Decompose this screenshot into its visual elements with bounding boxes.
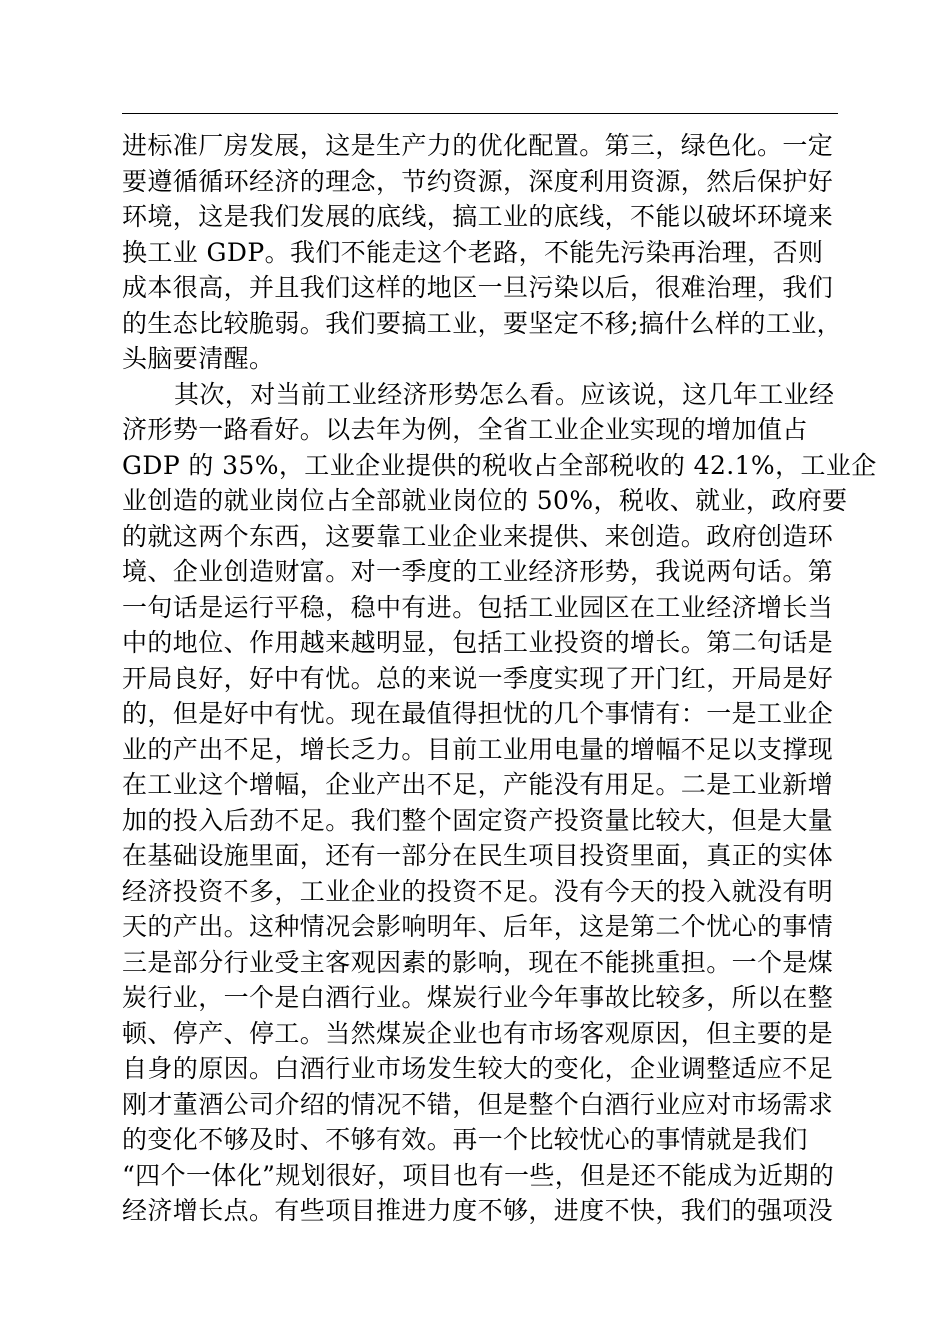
text-line: 换工业 GDP。我们不能走这个老路，不能先污染再治理，否则 xyxy=(122,237,824,267)
text-line: 济形势一路看好。以去年为例，全省工业企业实现的增加值占 xyxy=(122,415,808,444)
text-line: GDP 的 35%，工业企业提供的税收占全部税收的 42.1%，工业企 xyxy=(122,450,877,480)
body-text xyxy=(122,128,877,1229)
text-line: 天的产出。这种情况会影响明年、后年，这是第二个忧心的事情 xyxy=(122,912,834,941)
text-line: 境、企业创造财富。对一季度的工业经济形势，我说两句话。第 xyxy=(122,557,834,586)
text-line: 经济投资不多，工业企业的投资不足。没有今天的投入就没有明 xyxy=(122,876,834,906)
header-rule xyxy=(122,113,838,114)
text-line: 自身的原因。白酒行业市场发生较大的变化，企业调整适应不足 xyxy=(122,1054,834,1083)
text-line: 的变化不够及时、不够有效。再一个比较忧心的事情就是我们 xyxy=(122,1125,808,1154)
text-line: 环境，这是我们发展的底线，搞工业的底线，不能以破坏环境来 xyxy=(122,202,834,231)
text-line: 炭行业，一个是白酒行业。煤炭行业今年事故比较多，所以在整 xyxy=(122,983,834,1012)
text-line: 一句话是运行平稳，稳中有进。包括工业园区在工业经济增长当 xyxy=(122,592,834,622)
text-line: 的，但是好中有忧。现在最值得担忧的几个事情有：一是工业企 xyxy=(122,699,834,728)
text-line: 的就这两个东西，这要靠工业企业来提供、来创造。政府创造环 xyxy=(122,521,834,551)
text-line: 进标准厂房发展，这是生产力的优化配置。第三，绿色化。一定 xyxy=(122,131,834,160)
text-line: “四个一体化”规划很好，项目也有一些，但是还不能成为近期的 xyxy=(122,1160,835,1190)
text-line: 中的地位、作用越来越明显，包括工业投资的增长。第二句话是 xyxy=(122,628,834,657)
text-line: 开局良好，好中有忧。总的来说一季度实现了开门红，开局是好 xyxy=(122,663,834,693)
text-line: 成本很高，并且我们这样的地区一旦污染以后，很难治理，我们 xyxy=(122,273,834,302)
text-line: 在基础设施里面，还有一部分在民生项目投资里面，真正的实体 xyxy=(122,841,834,870)
text-line: 加的投入后劲不足。我们整个固定资产投资量比较大，但是大量 xyxy=(122,805,834,835)
text-line: 头脑要清醒。 xyxy=(122,344,275,373)
text-line: 的生态比较脆弱。我们要搞工业，要坚定不移;搞什么样的工业， xyxy=(122,308,843,338)
text-line: 顿、停产、停工。当然煤炭企业也有市场客观原因，但主要的是 xyxy=(122,1018,834,1048)
text-line: 刚才董酒公司介绍的情况不错，但是整个白酒行业应对市场需求 xyxy=(122,1089,834,1119)
text-line: 三是部分行业受主客观因素的影响，现在不能挑重担。一个是煤 xyxy=(122,947,834,977)
text-line: 经济增长点。有些项目推进力度不够，进度不快，我们的强项没 xyxy=(122,1196,834,1225)
text-line: 业的产出不足，增长乏力。目前工业用电量的增幅不足以支撑现 xyxy=(122,734,834,764)
paragraph-start-line: 其次，对当前工业经济形势怎么看。应该说，这几年工业经 xyxy=(174,379,835,409)
text-line: 在工业这个增幅，企业产出不足，产能没有用足。二是工业新增 xyxy=(122,770,834,799)
text-line: 要遵循循环经济的理念，节约资源，深度利用资源，然后保护好 xyxy=(122,166,834,196)
text-line: 业创造的就业岗位占全部就业岗位的 50%，税收、就业，政府要 xyxy=(122,486,848,515)
